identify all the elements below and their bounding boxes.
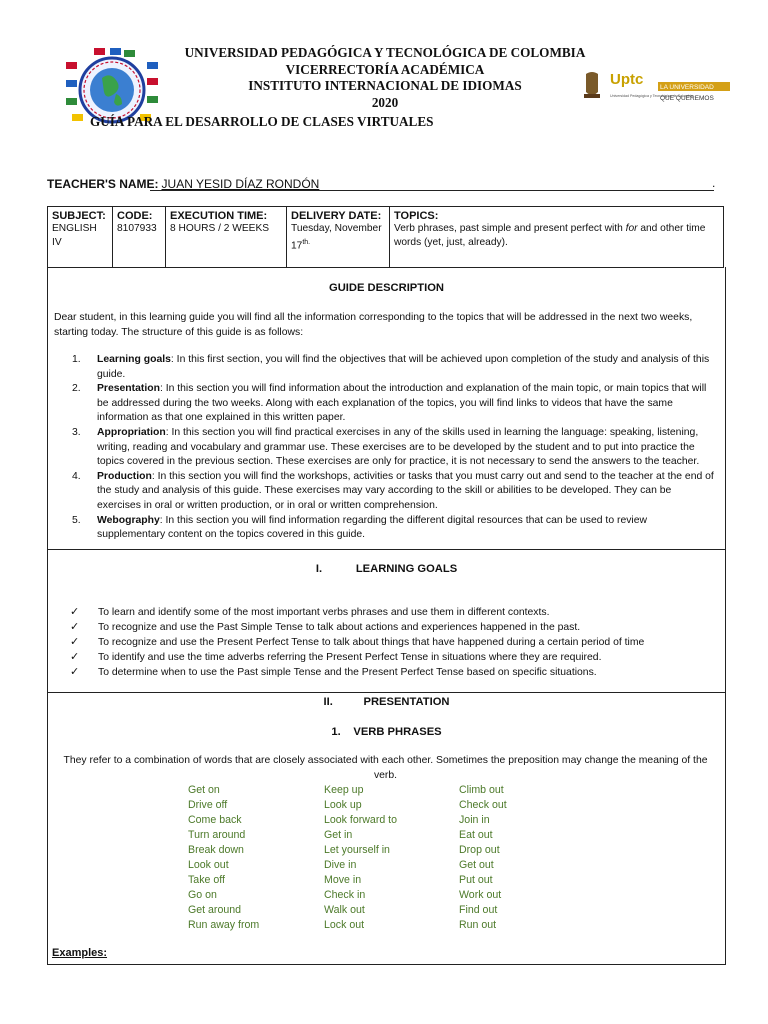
- learning-goal-text: To recognize and use the Present Perfect Tense to talk about things that have happened during a certain period of time: [98, 637, 645, 649]
- verb-phrase: Put out: [459, 874, 493, 886]
- uptc-tagline-2: QUE QUEREMOS: [660, 95, 714, 102]
- delivery-date-text: Tuesday, November 17: [291, 223, 382, 252]
- guide-title: GUÍA PARA EL DESARROLLO DE CLASES VIRTUALES: [90, 114, 434, 129]
- verb-phrase: Work out: [459, 889, 502, 901]
- code-label: CODE:: [117, 210, 153, 222]
- verb-phrase: Take off: [188, 874, 225, 886]
- subject-value: ENGLISH IV: [52, 223, 97, 248]
- guide-description-section: [47, 267, 726, 550]
- checkmark-icon: ✓: [70, 621, 80, 634]
- vice-rectory: VICERRECTORÍA ACADÉMICA: [285, 61, 485, 77]
- verb-phrase: Move in: [324, 874, 362, 886]
- item-number: 5.: [72, 514, 81, 526]
- execution-time-label: EXECUTION TIME:: [170, 210, 268, 222]
- item-number: 1.: [72, 354, 81, 365]
- examples-label: Examples:: [52, 947, 108, 959]
- learning-goal-item: [70, 620, 644, 635]
- topics-text-a: Verb phrases, past simple and present perfect with: [394, 223, 626, 234]
- verb-phrases-column-3: [459, 783, 507, 933]
- guide-structure-list: [54, 353, 717, 543]
- uptc-brand: Uptc: [610, 71, 644, 88]
- verb-phrase: Walk out: [324, 904, 365, 916]
- verb-phrase: Look forward to: [324, 814, 398, 826]
- item-term: Appropriation: [97, 426, 166, 438]
- teacher-line-end: .: [712, 176, 716, 190]
- university-name: UNIVERSIDAD PEDAGÓGICA Y TECNOLÓGICA DE COLOMBIA: [184, 45, 586, 60]
- verb-phrase: Look out: [188, 859, 229, 871]
- guide-structure-item: [54, 514, 717, 543]
- learning-goal-item: [70, 665, 644, 680]
- verb-phrase: Let yourself in: [324, 844, 390, 856]
- verb-phrase: Keep up: [324, 784, 364, 796]
- verb-phrase: Go on: [188, 889, 217, 901]
- item-text: : In this section you will find practical exercises in any of the skills used in learning the language: speaking, listening, writing, reading and vocabulary and grammar use. These exercises are to be developed by the student and to put into practice the topics covered in the previous section. These exercises are only for practice, it is not necessary to send the answers to the teacher.: [97, 426, 700, 468]
- item-term: Webography: [97, 514, 160, 526]
- verb-phrase: Lock out: [324, 919, 365, 931]
- uptc-small-text: Universidad Pedagógica y Tecnológica de Colombia: [610, 94, 693, 98]
- topics-cell: [390, 207, 724, 268]
- teacher-name: JUAN YESID DÍAZ RONDÓN: [161, 177, 320, 191]
- checkmark-icon: ✓: [70, 651, 80, 664]
- learning-goals-title: LEARNING GOALS: [355, 563, 458, 575]
- guide-structure-item: [54, 426, 717, 470]
- learning-goal-item: [70, 650, 644, 665]
- item-number: 3.: [72, 426, 81, 438]
- subject-label: SUBJECT:: [52, 210, 106, 222]
- verb-phrase: Look up: [324, 799, 362, 811]
- learning-goal-item: [70, 605, 644, 620]
- verb-phrase: Drop out: [459, 844, 500, 856]
- delivery-date-value: [291, 222, 385, 253]
- verb-phrase: Check in: [324, 889, 366, 901]
- verb-phrases-description: They refer to a combination of words that are closely associated with each other. Sometimes the preposition may change the meaning of the verb.: [63, 755, 708, 781]
- item-term: Production: [97, 470, 152, 482]
- learning-goal-text: To learn and identify some of the most important verbs phrases and use them in different contexts.: [98, 607, 550, 618]
- item-number: 2.: [72, 383, 81, 395]
- year: 2020: [371, 94, 399, 110]
- checkmark-icon: ✓: [70, 666, 80, 679]
- item-term: Learning goals: [97, 354, 171, 365]
- verb-phrase: Come back: [188, 814, 242, 826]
- learning-goal-text: To identify and use the time adverbs referring the Present Perfect Tense in situations where they are required.: [98, 652, 602, 664]
- institute-name: INSTITUTO INTERNACIONAL DE IDIOMAS: [248, 78, 522, 93]
- uptc-tagline-1: LA UNIVERSIDAD: [660, 84, 714, 91]
- verb-phrase: Get out: [459, 859, 494, 871]
- verb-phrase: Climb out: [459, 784, 504, 796]
- verb-phrase: Eat out: [459, 829, 493, 841]
- learning-goals-section: [47, 549, 726, 693]
- verb-phrase: Drive off: [188, 799, 228, 811]
- verb-phrases-heading: [48, 726, 725, 738]
- checkmark-icon: ✓: [70, 636, 80, 649]
- learning-goals-list: [70, 605, 644, 680]
- item-text: : In this first section, you will find the objectives that will be achieved upon completion of the study and analysis of this guide.: [97, 354, 710, 380]
- verb-phrase: Run away from: [188, 919, 260, 931]
- presentation-number: II.: [323, 696, 333, 708]
- code-cell: [113, 207, 166, 268]
- subject-cell: [48, 207, 113, 268]
- topics-text-b: and other time words (yet, just, already).: [394, 223, 706, 248]
- item-text: : In this section you will find the workshops, activities or tasks that you must carry out and send to the teacher at the end of the study and analysis of this guide. These exercises may vary according to the skill or abilities to be developed. They can be exercises in oral or written production, or in oral or written comprehension.: [97, 470, 714, 511]
- teacher-underline: [150, 190, 714, 191]
- guide-structure-item: [54, 470, 717, 514]
- delivery-date-suffix: th.: [302, 239, 311, 246]
- institution-header: [150, 45, 620, 111]
- learning-goal-text: To recognize and use the Past Simple Tense to talk about actions and experiences happened in the past.: [98, 622, 581, 634]
- topics-label: TOPICS:: [394, 210, 439, 222]
- verb-phrase: Get in: [324, 829, 353, 841]
- teacher-label: TEACHER'S NAME:: [47, 177, 159, 191]
- verb-phrase: Check out: [459, 799, 507, 811]
- uptc-logo: [580, 68, 732, 110]
- verb-phrase: Break down: [188, 844, 244, 856]
- learning-goal-item: [70, 635, 644, 650]
- verb-phrase: Run out: [459, 919, 497, 931]
- guide-structure-item: [54, 382, 717, 426]
- item-text: : In this section you will find information regarding the different digital resources that can be used to review supplementary content on the topics covered in this guide.: [97, 514, 648, 541]
- verb-phrase: Get on: [188, 784, 220, 796]
- presentation-title: PRESENTATION: [363, 696, 450, 708]
- verb-phrases-column-1: [188, 783, 259, 933]
- course-info-table: [47, 206, 724, 268]
- guide-structure-item: [54, 353, 717, 382]
- learning-goals-heading: [48, 563, 725, 575]
- verb-phrases-column-2: [324, 783, 397, 933]
- topics-value: [394, 222, 719, 250]
- verb-phrase: Dive in: [324, 859, 357, 871]
- verb-phrase: Join in: [459, 814, 490, 826]
- guide-description-title: GUIDE DESCRIPTION: [329, 282, 444, 294]
- execution-time-value: 8 HOURS / 2 WEEKS: [170, 223, 270, 234]
- learning-goal-text: To determine when to use the Past simple Tense and the Present Perfect Tense based on specific situations.: [98, 667, 597, 679]
- verb-phrase: Find out: [459, 904, 498, 916]
- verb-phrases-title: VERB PHRASES: [353, 726, 442, 738]
- topics-text-for: for: [625, 223, 638, 234]
- delivery-date-label: DELIVERY DATE:: [291, 210, 382, 222]
- teacher-line: [47, 177, 717, 191]
- item-term: Presentation: [97, 383, 160, 395]
- item-text: : In this section you will find information about the introduction and explanation of the main topic, or main topics that will be addressed during the two weeks. Along with each explanation of the topics, you will find links to videos that have the same information as that one explained in this written paper.: [97, 383, 707, 424]
- verb-phrase: Get around: [188, 904, 242, 916]
- presentation-heading: [48, 696, 725, 708]
- code-value: 8107933: [117, 223, 157, 234]
- verb-phrase: Turn around: [188, 829, 246, 841]
- delivery-date-cell: [287, 207, 390, 268]
- learning-goals-number: I.: [315, 563, 323, 575]
- presentation-section: [47, 692, 726, 965]
- verb-phrases-number: 1.: [331, 726, 341, 738]
- checkmark-icon: ✓: [70, 606, 80, 618]
- item-number: 4.: [72, 470, 81, 482]
- guide-intro: Dear student, in this learning guide you will find all the information corresponding to the topics that will be addressed in the next two weeks, starting today. The structure of this guide is as follows:: [54, 312, 693, 338]
- execution-time-cell: [166, 207, 287, 268]
